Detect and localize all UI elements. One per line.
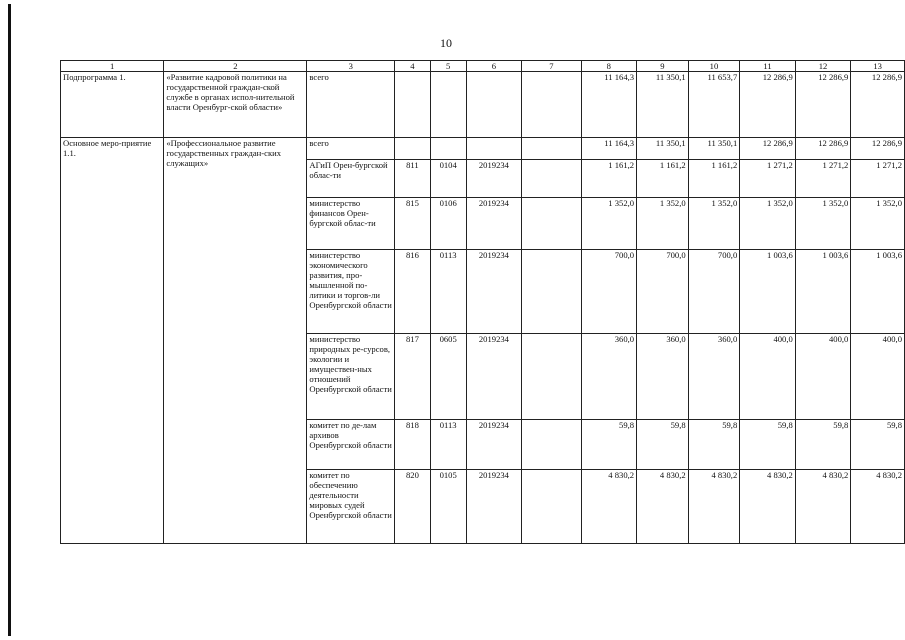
value-cell: 400,0 [851, 334, 905, 420]
code-cell: 0605 [430, 334, 466, 420]
code-cell: 817 [395, 334, 431, 420]
budget-table [60, 60, 905, 544]
value-cell: 1 271,2 [795, 160, 851, 198]
header-cell: 13 [851, 61, 905, 72]
code-cell: 816 [395, 250, 431, 334]
value-cell: 4 830,2 [740, 470, 796, 544]
value-cell: 11 653,7 [688, 72, 740, 138]
value-cell: 12 286,9 [740, 138, 796, 160]
header-row [61, 61, 905, 72]
code-cell: 2019234 [466, 250, 522, 334]
value-cell: 400,0 [795, 334, 851, 420]
value-cell: 59,8 [795, 420, 851, 470]
header-cell: 10 [688, 61, 740, 72]
value-cell: 1 161,2 [581, 160, 637, 198]
measure-name: Основное меро-приятие 1.1. [61, 138, 164, 544]
value-cell: 59,8 [740, 420, 796, 470]
value-cell: 59,8 [851, 420, 905, 470]
code-cell [430, 138, 466, 160]
value-cell: 1 003,6 [740, 250, 796, 334]
value-cell: 4 830,2 [637, 470, 689, 544]
executor-cell: министерство финансов Орен-бургской облас-ти [307, 198, 395, 250]
code-cell [522, 138, 581, 160]
value-cell: 700,0 [637, 250, 689, 334]
value-cell: 1 352,0 [688, 198, 740, 250]
value-cell: 11 350,1 [637, 138, 689, 160]
value-cell: 59,8 [637, 420, 689, 470]
value-cell: 400,0 [740, 334, 796, 420]
table-row [61, 138, 905, 160]
value-cell: 1 161,2 [688, 160, 740, 198]
executor-cell: комитет по обеспечению деятельности мировых судей Оренбургской области [307, 470, 395, 544]
value-cell: 59,8 [581, 420, 637, 470]
header-cell: 9 [637, 61, 689, 72]
header-cell: 1 [61, 61, 164, 72]
code-cell: 820 [395, 470, 431, 544]
header-cell: 8 [581, 61, 637, 72]
executor-cell: всего [307, 72, 395, 138]
value-cell: 11 164,3 [581, 138, 637, 160]
value-cell: 360,0 [581, 334, 637, 420]
value-cell: 59,8 [688, 420, 740, 470]
value-cell: 1 352,0 [740, 198, 796, 250]
value-cell: 1 271,2 [740, 160, 796, 198]
code-cell: 811 [395, 160, 431, 198]
value-cell: 1 352,0 [795, 198, 851, 250]
executor-cell: АГиП Орен-бургской облас-ти [307, 160, 395, 198]
code-cell: 2019234 [466, 198, 522, 250]
header-cell: 5 [430, 61, 466, 72]
executor-cell: всего [307, 138, 395, 160]
measure-title: «Профессиональное развитие государственных граждан-ских служащих» [164, 138, 307, 544]
value-cell: 1 352,0 [851, 198, 905, 250]
page-edge-bar [8, 4, 11, 636]
value-cell: 12 286,9 [740, 72, 796, 138]
value-cell: 700,0 [688, 250, 740, 334]
value-cell: 4 830,2 [795, 470, 851, 544]
executor-cell: комитет по де-лам архивов Оренбургской области [307, 420, 395, 470]
code-cell [466, 138, 522, 160]
value-cell: 11 164,3 [581, 72, 637, 138]
code-cell: 818 [395, 420, 431, 470]
value-cell: 1 271,2 [851, 160, 905, 198]
value-cell: 1 352,0 [581, 198, 637, 250]
header-cell: 4 [395, 61, 431, 72]
code-cell [522, 470, 581, 544]
header-cell: 2 [164, 61, 307, 72]
value-cell: 12 286,9 [795, 72, 851, 138]
code-cell [395, 138, 431, 160]
program-title: «Развитие кадровой политики на государственной граждан-ской службе в органах испол-нительной власти Оренбург-ской области» [164, 72, 307, 138]
code-cell: 0104 [430, 160, 466, 198]
code-cell: 2019234 [466, 160, 522, 198]
code-cell: 2019234 [466, 420, 522, 470]
value-cell: 12 286,9 [851, 72, 905, 138]
header-cell: 7 [522, 61, 581, 72]
value-cell: 1 352,0 [637, 198, 689, 250]
code-cell [466, 72, 522, 138]
value-cell: 360,0 [688, 334, 740, 420]
header-cell: 3 [307, 61, 395, 72]
executor-cell: министерство природных ре-сурсов, экологии и имуществен-ных отношений Оренбургской области [307, 334, 395, 420]
code-cell: 0106 [430, 198, 466, 250]
code-cell [522, 420, 581, 470]
code-cell: 815 [395, 198, 431, 250]
value-cell: 4 830,2 [581, 470, 637, 544]
code-cell: 0105 [430, 470, 466, 544]
code-cell [522, 72, 581, 138]
value-cell: 12 286,9 [851, 138, 905, 160]
value-cell: 4 830,2 [688, 470, 740, 544]
code-cell: 0113 [430, 250, 466, 334]
executor-cell: министерство экономического развития, про-мышленной по-литики и торгов-ли Оренбургской области [307, 250, 395, 334]
code-cell: 2019234 [466, 470, 522, 544]
code-cell [522, 198, 581, 250]
code-cell [522, 334, 581, 420]
header-cell: 11 [740, 61, 796, 72]
value-cell: 1 161,2 [637, 160, 689, 198]
code-cell [522, 250, 581, 334]
value-cell: 360,0 [637, 334, 689, 420]
value-cell: 11 350,1 [688, 138, 740, 160]
value-cell: 11 350,1 [637, 72, 689, 138]
table-row [61, 72, 905, 138]
value-cell: 1 003,6 [851, 250, 905, 334]
value-cell: 12 286,9 [795, 138, 851, 160]
code-cell [522, 160, 581, 198]
code-cell: 0113 [430, 420, 466, 470]
code-cell [395, 72, 431, 138]
value-cell: 1 003,6 [795, 250, 851, 334]
header-cell: 6 [466, 61, 522, 72]
code-cell [430, 72, 466, 138]
value-cell: 4 830,2 [851, 470, 905, 544]
header-cell: 12 [795, 61, 851, 72]
value-cell: 700,0 [581, 250, 637, 334]
code-cell: 2019234 [466, 334, 522, 420]
page-number: 10 [440, 36, 452, 50]
program-name: Подпрограмма 1. [61, 72, 164, 138]
